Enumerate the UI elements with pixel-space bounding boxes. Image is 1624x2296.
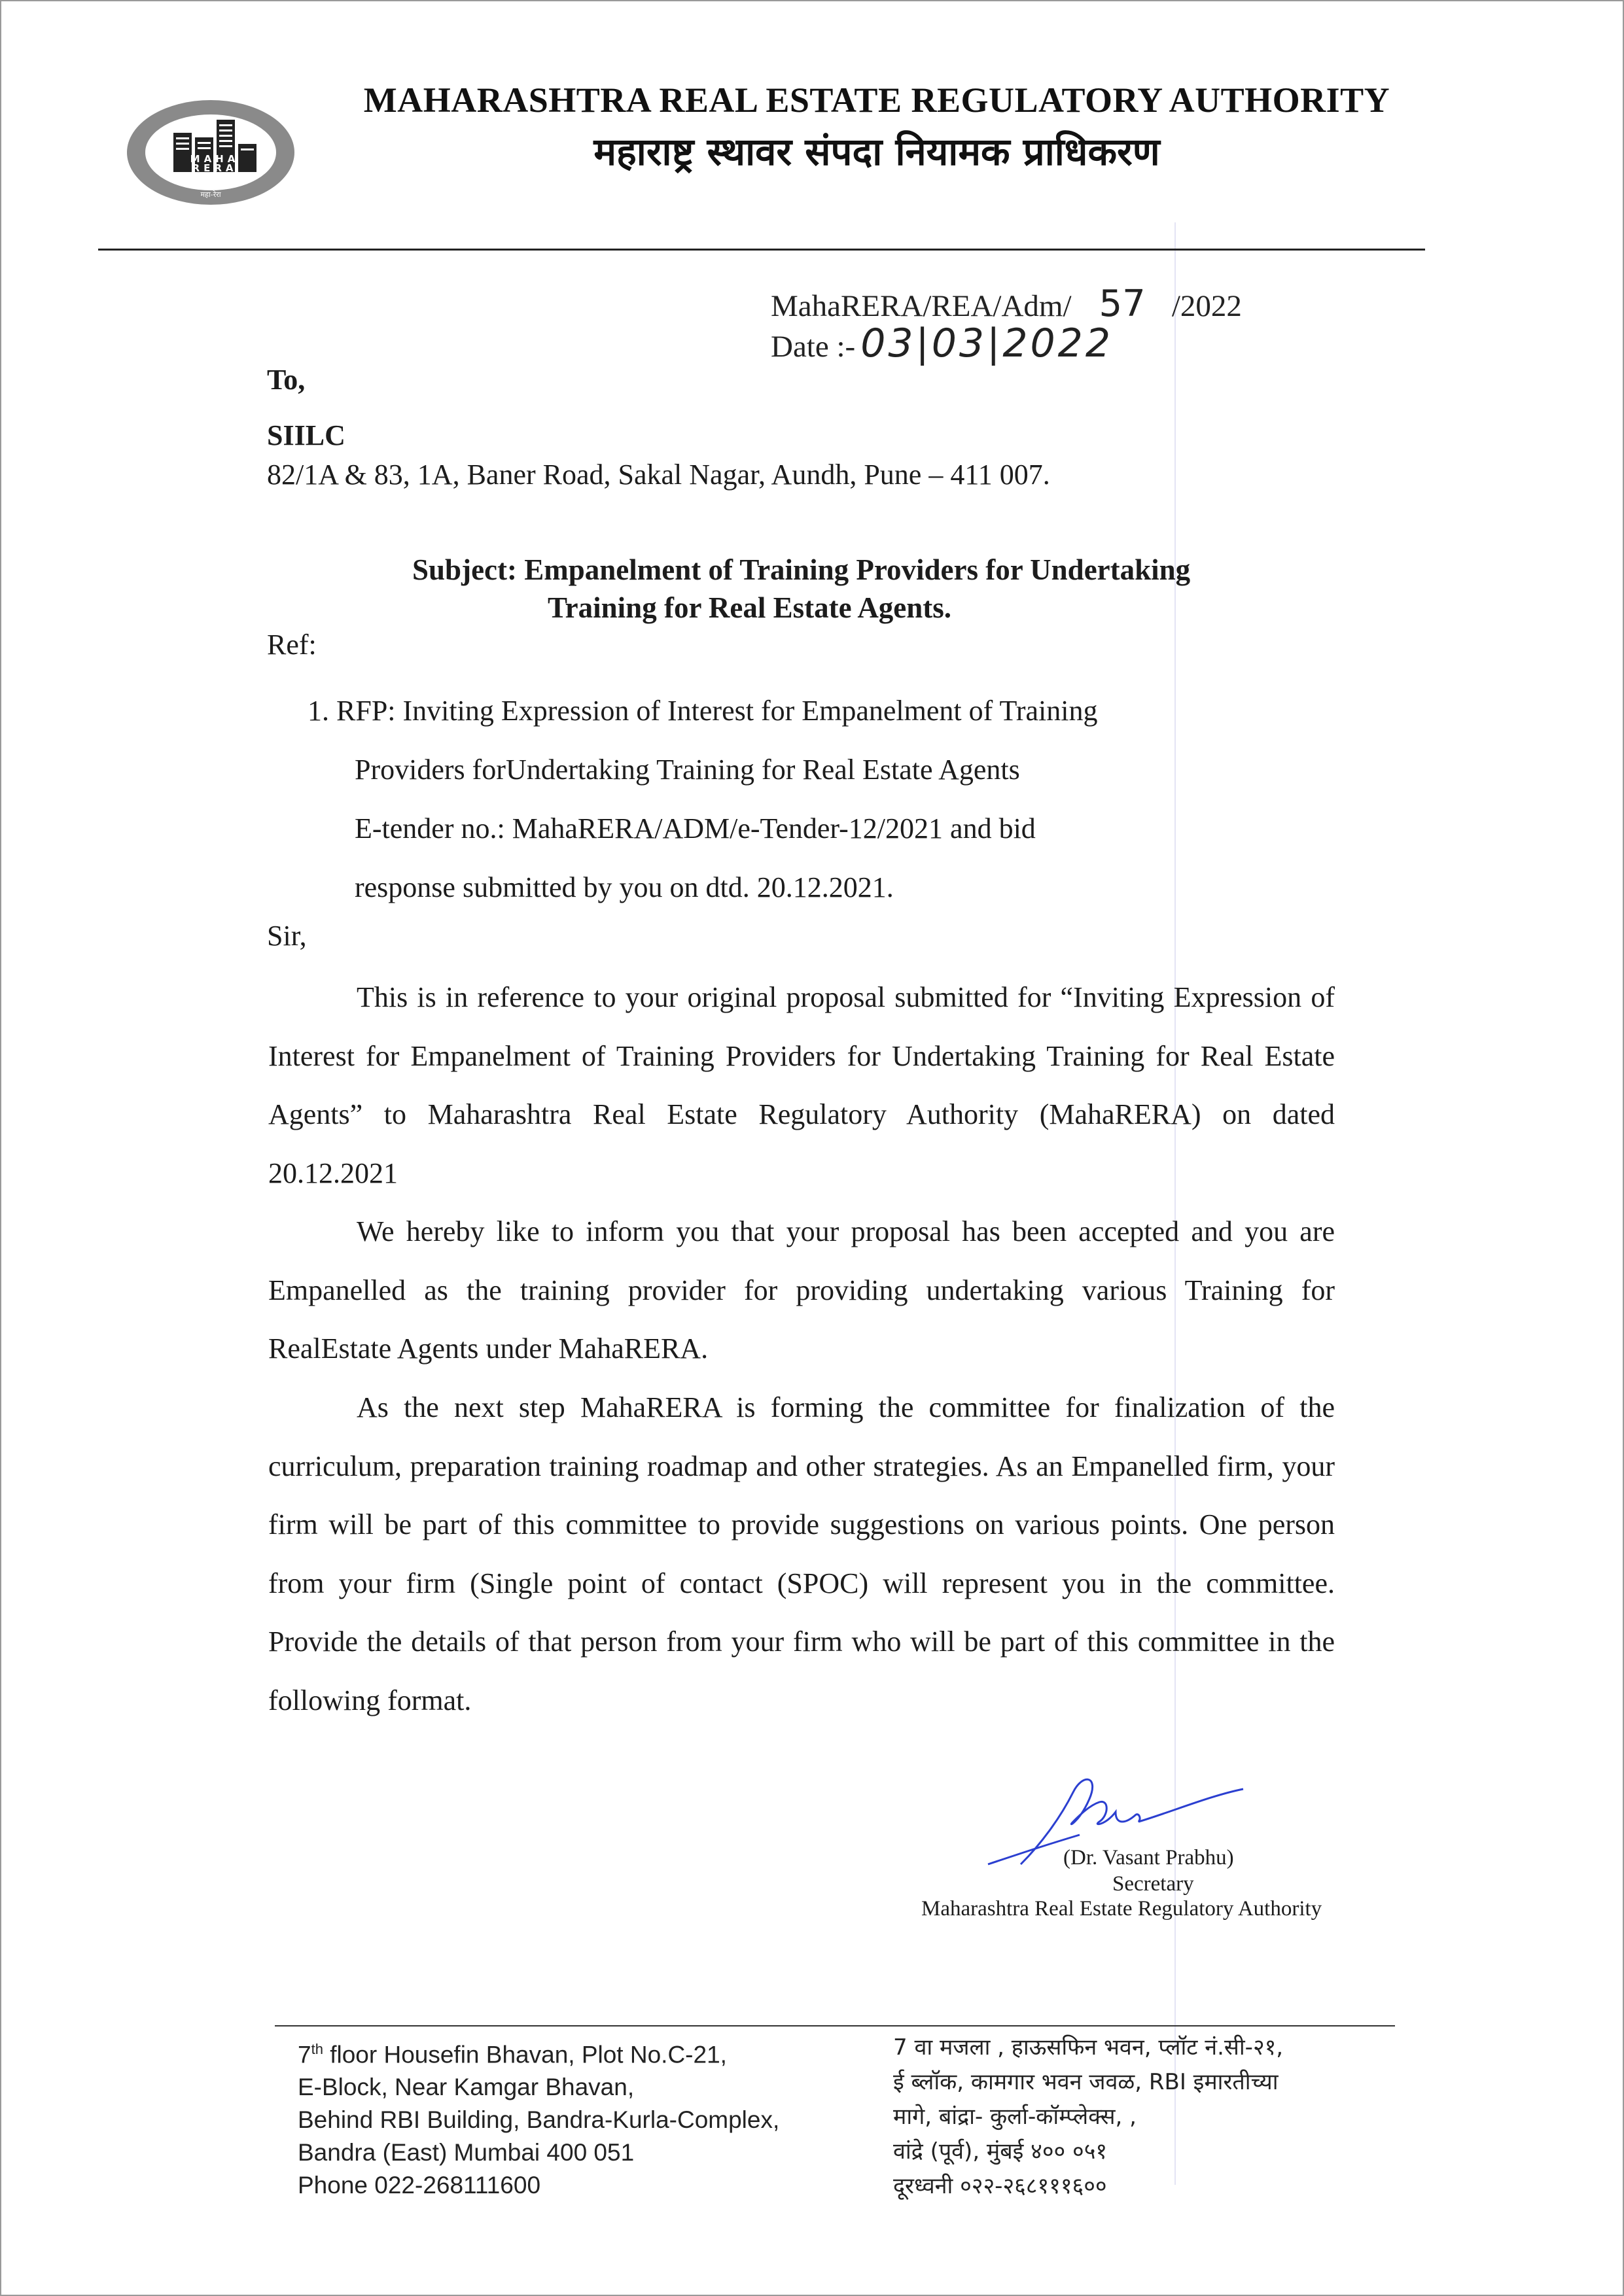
date-label: Date :- [771, 330, 856, 364]
header-divider [98, 249, 1425, 251]
footer-mr-line: मागे, बांद्रा- कुर्ला-कॉम्प्लेक्स, , [893, 2104, 1137, 2130]
to-label: To, [267, 364, 306, 396]
signatory-title: Secretary [1112, 1872, 1194, 1896]
ref-label: Ref: [267, 629, 317, 661]
reference-number [771, 283, 1242, 325]
subject-label: Subject: [412, 553, 517, 586]
org-name-english: MAHARASHTRA REAL ESTATE REGULATORY AUTHORITY [363, 80, 1390, 120]
recipient-address: 82/1A & 83, 1A, Baner Road, Sakal Nagar, Aundh, Pune – 411 007. [267, 459, 1050, 491]
salutation: Sir, [267, 920, 307, 952]
footer-en-line: Bandra (East) Mumbai 400 051 [298, 2139, 635, 2166]
reference-line: E-tender no.: MahaRERA/ADM/e-Tender-12/2021 and bid [355, 812, 1036, 844]
footer-en-line: E-Block, Near Kamgar Bhavan, [298, 2074, 635, 2101]
logo-wordmark-maha: MAHA [190, 153, 239, 165]
org-name-marathi: महाराष्ट्र स्थावर संपदा नियामक प्राधिकरण [593, 130, 1160, 174]
reference-year: /2022 [1171, 289, 1242, 323]
subject-line-2: Training for Real Estate Agents. [548, 591, 952, 624]
footer-en-line: Behind RBI Building, Bandra-Kurla-Complex, [298, 2106, 780, 2134]
floor-ordinal: 7 [298, 2041, 311, 2068]
reference-line: response submitted by you on dtd. 20.12.2021. [355, 871, 894, 903]
footer-divider [275, 2025, 1395, 2026]
reference-line: 1. RFP: Inviting Expression of Interest for Empanelment of Training [308, 695, 1098, 727]
maharera-logo [124, 97, 298, 208]
reference-prefix: MahaRERA/REA/Adm/ [771, 289, 1072, 323]
body-paragraph: This is in reference to your original proposal submitted for “Inviting Expression of Interest for Empanelment of Training Providers for Undertaking Training for Real Estate Agents” to Maharashtra Real Estate Regulatory Authority (MahaRERA) on dated 20.12.2021 [268, 981, 1335, 1189]
footer-en-line [298, 2033, 779, 2071]
footer-mr-line: वांद्रे (पूर्व), मुंबई ४०० ०५१ [893, 2138, 1108, 2165]
logo-devanagari-label: महा-रेरा [200, 190, 221, 199]
footer-en-line1-rest: floor Housefin Bhavan, Plot No.C-21, [323, 2041, 727, 2068]
footer-mr-phone: दूरध्वनी ०२२-२६८१११६०० [893, 2173, 1107, 2199]
subject-block [412, 551, 1348, 627]
letter-date [771, 321, 1113, 366]
body-paragraph: As the next step MahaRERA is forming the committee for finalization of the curriculum, preparation training roadmap and other strategies. As an Empanelled firm, your firm will be part of this committee to provide suggestions on various points. One person from your firm (Single point of contact (SPOC) will represent you in the committee. Provide the details of that person from your firm who will be part of this committee in the following format. [268, 1391, 1335, 1716]
reference-line: Providers forUndertaking Training for Real Estate Agents [355, 754, 1020, 786]
footer-mr-line: 7 वा मजला , हाऊसफिन भवन, प्लॉट नं.सी-२१, [893, 2034, 1284, 2061]
floor-ordinal-suffix: th [311, 2041, 323, 2057]
reference-handwritten-number: 57 [1099, 283, 1146, 325]
reference-item [308, 682, 1315, 917]
footer-address-marathi [893, 2030, 1283, 2204]
footer-phone: Phone 022-268111600 [298, 2172, 541, 2199]
logo-wordmark-rera: RERA [192, 162, 238, 174]
footer-mr-line: ई ब्लॉक, कामगार भवन जवळ, RBI इमारतीच्या [893, 2069, 1279, 2095]
footer-address-english [298, 2033, 779, 2202]
body-paragraph: We hereby like to inform you that your proposal has been accepted and you are Empanelled as the training provider for providing undertaking various Training for RealEstate Agents under MahaRERA. [268, 1215, 1335, 1365]
signatory-organization: Maharashtra Real Estate Regulatory Authority [921, 1897, 1322, 1921]
recipient-name: SIILC [267, 419, 345, 451]
signatory-name: (Dr. Vasant Prabhu) [1063, 1846, 1234, 1870]
date-handwritten-value: 03|03|2022 [860, 321, 1114, 366]
subject-line-1: Empanelment of Training Providers for Undertaking [524, 553, 1191, 586]
